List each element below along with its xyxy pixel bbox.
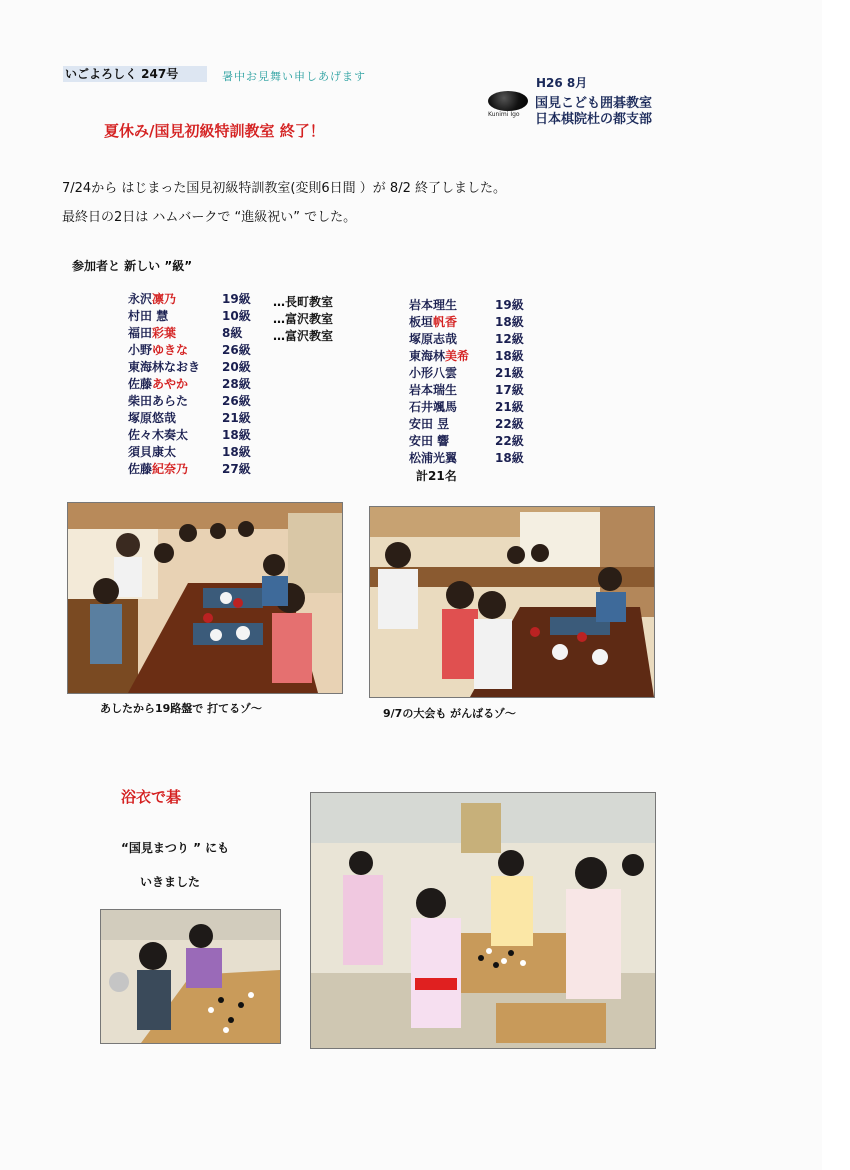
participant-grade: 12級: [495, 332, 524, 346]
participant-grade: 18級: [222, 428, 251, 442]
paragraph: 7/24から はじまった国見初級特訓教室(変則6日間 ）が 8/2 終了しました。: [62, 181, 506, 196]
photo-dinner-party: [67, 502, 343, 694]
photo-yukata-game: [100, 909, 281, 1044]
participant-name: [128, 376, 188, 393]
participant-name: [409, 450, 457, 467]
summer-greeting: 暑中お見舞い申しあげます: [222, 70, 366, 83]
participant-grade: 28級: [222, 377, 251, 391]
issue-date: H26 8月: [536, 76, 588, 90]
participant-name: [128, 427, 188, 444]
participant-name: [409, 399, 457, 416]
logo-text: Kunimi Igo: [488, 111, 520, 118]
participant-surname: 岩本理生: [409, 298, 458, 312]
participant-grade: 18級: [222, 445, 251, 459]
participant-surname: 東海林なおき: [128, 360, 201, 374]
participant-surname: 小野: [128, 343, 153, 357]
participant-grade: 17級: [495, 383, 524, 397]
participant-given-name: ゆきな: [152, 343, 189, 357]
participant-grade: 10級: [222, 309, 251, 323]
page-margin: [822, 0, 850, 1170]
participant-grade: 8級: [222, 326, 243, 340]
yukata-text-1: “国見まつり ” にも: [121, 841, 230, 855]
participant-surname: 岩本瑞生: [409, 383, 458, 397]
go-stone-logo: [486, 91, 530, 117]
participant-surname: 松浦光翼: [409, 451, 458, 465]
participant-grade: 19級: [222, 292, 251, 306]
photo-celebration-meal: [369, 506, 655, 698]
participant-given-name: 慧: [156, 309, 169, 323]
org-name-1: 国見こども囲碁教室: [535, 96, 653, 111]
participant-given-name: 美希: [445, 349, 470, 363]
participant-given-name: 紀奈乃: [152, 462, 189, 476]
participant-grade: 22級: [495, 417, 524, 431]
participant-name: [128, 393, 188, 410]
participant-grade: 19級: [495, 298, 524, 312]
issue-label: いごよろしく 247号: [63, 66, 207, 82]
participant-grade: 26級: [222, 394, 251, 408]
participant-surname: 佐藤: [128, 377, 153, 391]
participant-name: [409, 348, 469, 365]
classroom-label: …長町教室: [273, 295, 334, 309]
participant-surname: 安田 響: [409, 434, 450, 448]
participant-name: [409, 382, 457, 399]
org-name-2: 日本棋院杜の都支部: [535, 112, 653, 127]
participant-given-name: 彩葉: [152, 326, 177, 340]
participant-grade: 18級: [495, 451, 524, 465]
participant-name: [128, 461, 188, 478]
yukata-title: 浴衣で碁: [121, 788, 182, 806]
paragraph: 最終日の2日は ハムバークで “進級祝い” でした。: [62, 210, 357, 225]
participant-name: [409, 365, 457, 382]
participant-surname: 板垣: [409, 315, 434, 329]
participant-given-name: 帆香: [433, 315, 458, 329]
participant-grade: 27級: [222, 462, 251, 476]
participant-total: 計21名: [416, 469, 457, 483]
participant-surname: 塚原志哉: [409, 332, 458, 346]
classroom-label: …富沢教室: [273, 312, 334, 326]
participant-name: [128, 359, 200, 376]
participant-grade: 22級: [495, 434, 524, 448]
participant-given-name: あやか: [152, 377, 189, 391]
participant-grade: 26級: [222, 343, 251, 357]
participant-name: [128, 342, 188, 359]
participant-surname: 福田: [128, 326, 153, 340]
headline: 夏休み/国見初級特訓教室 終了！: [104, 122, 325, 140]
participant-grade: 21級: [495, 366, 524, 380]
participant-name: [409, 314, 457, 331]
participant-surname: 東海林: [409, 349, 446, 363]
participant-surname: 塚原悠哉: [128, 411, 177, 425]
participant-name: [409, 331, 457, 348]
participant-name: [128, 444, 176, 461]
participant-grade: 18級: [495, 349, 524, 363]
go-stone-icon: [488, 91, 528, 111]
participant-grade: 21級: [222, 411, 251, 425]
participant-name: [128, 410, 176, 427]
participant-surname: 柴田あらた: [128, 394, 189, 408]
yukata-text-2: いきました: [140, 875, 201, 889]
participant-name: [409, 416, 449, 433]
participant-given-name: 凛乃: [152, 292, 177, 306]
photo-caption-1: あしたから19路盤で 打てるゾ～: [100, 702, 262, 715]
participant-name: [409, 433, 449, 450]
participant-surname: 村田: [128, 309, 157, 323]
participants-title: 参加者と 新しい ”級”: [72, 259, 193, 273]
participant-surname: 安田 昱: [409, 417, 450, 431]
participant-name: [128, 325, 176, 342]
participant-surname: 須貝康太: [128, 445, 177, 459]
participant-surname: 佐々木奏太: [128, 428, 189, 442]
participant-surname: 小形八雲: [409, 366, 458, 380]
participant-grade: 18級: [495, 315, 524, 329]
participant-name: [128, 308, 168, 325]
participant-grade: 20級: [222, 360, 251, 374]
photo-caption-2: 9/7の大会も がんばるゾ～: [383, 707, 516, 720]
photo-festival-go: [310, 792, 656, 1049]
participant-surname: 石井颯馬: [409, 400, 458, 414]
participant-surname: 永沢: [128, 292, 153, 306]
participant-grade: 21級: [495, 400, 524, 414]
participant-name: [409, 297, 457, 314]
participant-name: [128, 291, 176, 308]
classroom-label: …富沢教室: [273, 329, 334, 343]
participant-surname: 佐藤: [128, 462, 153, 476]
